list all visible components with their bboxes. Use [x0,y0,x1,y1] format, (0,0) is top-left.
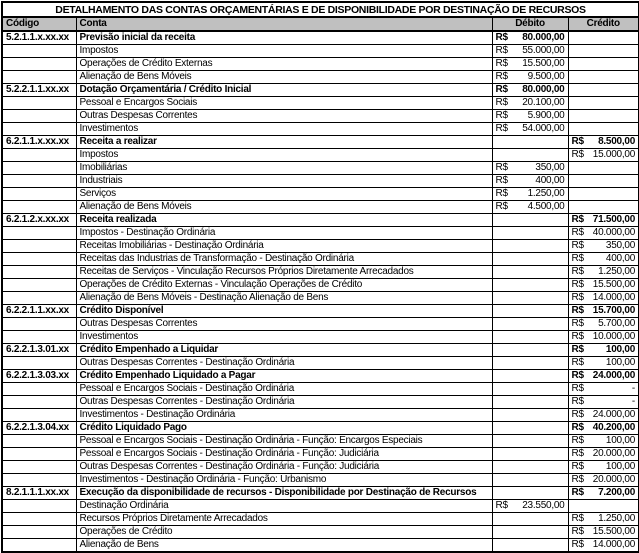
code-cell [2,474,76,487]
debit-cell [492,58,568,71]
amount: 1.250,00 [598,513,636,524]
account-cell: Receitas das Industrias de Transformação - Destinação Ordinária [76,253,492,266]
table-row [2,526,639,539]
account-cell: Alienação de Bens [76,539,492,553]
code-cell [2,253,76,266]
currency-symbol: R$ [571,357,584,368]
debit-cell [492,266,568,279]
currency-symbol: R$ [571,396,584,407]
amount: 80.000,00 [522,84,565,95]
code-cell [2,526,76,539]
debit-cell [492,162,568,175]
currency-symbol: R$ [495,84,508,95]
account-cell: Recursos Próprios Diretamente Arrecadados [76,513,492,526]
debit-cell [492,201,568,214]
debit-cell [492,149,568,162]
column-header-credito: Crédito [568,17,639,31]
amount: 15.500,00 [592,526,636,537]
credit-cell [568,305,639,318]
account-cell: Crédito Disponível [76,305,492,318]
currency-symbol: R$ [495,45,508,56]
code-cell [2,162,76,175]
account-cell: Dotação Orçamentária / Crédito Inicial [76,84,492,97]
account-cell: Investimentos - Destinação Ordinária [76,409,492,422]
currency-symbol: R$ [571,344,584,355]
currency-symbol: R$ [571,487,584,498]
credit-cell [568,292,639,305]
currency-symbol: R$ [571,448,584,459]
amount: 15.700,00 [592,305,636,316]
debit-cell [492,279,568,292]
credit-cell [568,331,639,344]
amount: 15.000,00 [592,149,636,160]
debit-cell [492,188,568,201]
debit-cell [492,435,568,448]
debit-cell [492,240,568,253]
credit-cell [568,45,639,58]
credit-cell [568,110,639,123]
table-row [2,448,639,461]
debit-cell [492,71,568,84]
amount: 55.000,00 [522,45,565,56]
currency-symbol: R$ [571,292,584,303]
account-cell: Crédito Liquidado Pago [76,422,492,435]
table-row [2,175,639,188]
amount: 20.000,00 [592,448,636,459]
credit-cell [568,253,639,266]
table-row [2,396,639,409]
code-cell [2,448,76,461]
table-row [2,201,639,214]
currency-symbol: R$ [571,214,584,225]
debit-cell [492,136,568,149]
table-row [2,292,639,305]
credit-cell [568,526,639,539]
code-cell [2,201,76,214]
account-cell: Previsão inicial da receita [76,31,492,45]
debit-cell [492,422,568,435]
code-cell: 5.2.2.1.1.xx.xx [2,84,76,97]
amount: 80.000,00 [522,32,565,43]
debit-cell [492,383,568,396]
code-cell: 6.2.2.1.1.xx.xx [2,305,76,318]
currency-symbol: R$ [495,162,508,173]
budget-accounts-report [0,1,639,549]
code-cell: 6.2.2.1.3.04.xx [2,422,76,435]
credit-cell [568,448,639,461]
credit-cell [568,227,639,240]
credit-cell [568,357,639,370]
debit-cell [492,357,568,370]
amount: 14.000,00 [592,292,636,303]
table-row [2,227,639,240]
table-row [2,461,639,474]
debit-cell [492,45,568,58]
amount: 8.500,00 [598,136,636,147]
debit-cell [492,474,568,487]
debit-cell [492,409,568,422]
amount: 5.900,00 [527,110,565,121]
credit-cell [568,370,639,383]
credit-cell [568,318,639,331]
currency-symbol: R$ [571,461,584,472]
account-cell: Execução da disponibilidade de recursos - Disponibilidade por Destinação de Recursos [76,487,492,500]
table-body [2,31,639,552]
table-row [2,370,639,383]
amount: 40.200,00 [592,422,636,433]
account-cell: Receita a realizar [76,136,492,149]
code-cell [2,279,76,292]
credit-cell [568,84,639,97]
table-row [2,45,639,58]
table-row [2,71,639,84]
debit-cell [492,344,568,357]
code-cell [2,123,76,136]
amount: 5.700,00 [598,318,636,329]
account-cell: Pessoal e Encargos Sociais - Destinação Ordinária - Função: Judiciária [76,448,492,461]
account-cell: Outras Despesas Correntes [76,110,492,123]
amount: 350,00 [605,240,636,251]
account-cell: Operações de Crédito [76,526,492,539]
code-cell [2,97,76,110]
credit-cell [568,136,639,149]
code-cell [2,500,76,513]
table-row [2,240,639,253]
account-cell: Impostos [76,45,492,58]
amount: 100,00 [605,461,636,472]
debit-cell [492,97,568,110]
account-cell: Investimentos [76,123,492,136]
credit-cell [568,97,639,110]
credit-cell [568,539,639,553]
account-cell: Alienação de Bens Móveis - Destinação Alienação de Bens [76,292,492,305]
code-cell [2,266,76,279]
account-cell: Alienação de Bens Móveis [76,201,492,214]
currency-symbol: R$ [571,136,584,147]
table-row [2,539,639,553]
debit-cell [492,513,568,526]
amount: 15.500,00 [592,279,636,290]
debit-cell [492,292,568,305]
amount: - [631,396,636,407]
header-row [2,17,639,31]
amount: 4.500,00 [527,201,565,212]
credit-cell [568,71,639,84]
credit-cell [568,149,639,162]
account-cell: Outras Despesas Correntes - Destinação Ordinária [76,396,492,409]
currency-symbol: R$ [495,97,508,108]
code-cell: 8.2.1.1.1.xx.xx [2,487,76,500]
debit-cell [492,305,568,318]
currency-symbol: R$ [495,58,508,69]
debit-cell [492,31,568,45]
code-cell [2,292,76,305]
currency-symbol: R$ [571,240,584,251]
table-row [2,214,639,227]
currency-symbol: R$ [495,175,508,186]
code-cell [2,409,76,422]
currency-symbol: R$ [495,32,508,43]
currency-symbol: R$ [571,318,584,329]
amount: 10.000,00 [592,331,636,342]
account-cell: Destinação Ordinária [76,500,492,513]
account-cell: Imobiliárias [76,162,492,175]
credit-cell [568,383,639,396]
amount: 20.100,00 [522,97,565,108]
credit-cell [568,422,639,435]
debit-cell [492,253,568,266]
account-cell: Outras Despesas Correntes - Destinação Ordinária [76,357,492,370]
debit-cell [492,214,568,227]
credit-cell [568,461,639,474]
account-cell: Industriais [76,175,492,188]
amount: 20.000,00 [592,474,636,485]
currency-symbol: R$ [495,123,508,134]
code-cell [2,110,76,123]
currency-symbol: R$ [571,253,584,264]
amount: 400,00 [605,253,636,264]
debit-cell [492,318,568,331]
currency-symbol: R$ [495,500,508,511]
code-cell [2,188,76,201]
credit-cell [568,123,639,136]
credit-cell [568,409,639,422]
account-cell: Serviços [76,188,492,201]
currency-symbol: R$ [571,331,584,342]
credit-cell [568,396,639,409]
currency-symbol: R$ [571,513,584,524]
amount: 24.000,00 [592,409,636,420]
credit-cell [568,31,639,45]
code-cell [2,45,76,58]
amount: 40.000,00 [592,227,636,238]
account-cell: Operações de Crédito Externas - Vinculação Operações de Crédito [76,279,492,292]
account-cell: Receitas de Serviços - Vinculação Recursos Próprios Diretamente Arrecadados [76,266,492,279]
account-cell: Crédito Empenhado Liquidado a Pagar [76,370,492,383]
debit-cell [492,539,568,553]
column-header-codigo: Código [2,17,76,31]
credit-cell [568,266,639,279]
account-cell: Pessoal e Encargos Sociais [76,97,492,110]
table-row [2,97,639,110]
amount: 15.500,00 [522,58,565,69]
currency-symbol: R$ [571,279,584,290]
amount: 1.250,00 [527,188,565,199]
credit-cell [568,344,639,357]
account-cell: Receita realizada [76,214,492,227]
code-cell: 6.2.1.1.x.xx.xx [2,136,76,149]
code-cell [2,149,76,162]
table-row [2,409,639,422]
account-cell: Outras Despesas Correntes [76,318,492,331]
accounts-table [1,1,639,553]
table-row [2,500,639,513]
currency-symbol: R$ [571,149,584,160]
table-title: DETALHAMENTO DAS CONTAS ORÇAMENTÁRIAS E DE DISPONIBILIDADE POR DESTINAÇÃO DE RECURSOS [2,2,639,17]
table-row [2,487,639,500]
account-cell: Outras Despesas Correntes - Destinação Ordinária - Função: Judiciária [76,461,492,474]
code-cell [2,331,76,344]
currency-symbol: R$ [571,305,584,316]
credit-cell [568,58,639,71]
account-cell: Investimentos - Destinação Ordinária - Função: Urbanismo [76,474,492,487]
account-cell: Operações de Crédito Externas [76,58,492,71]
credit-cell [568,435,639,448]
credit-cell [568,513,639,526]
debit-cell [492,396,568,409]
amount: 100,00 [605,344,636,355]
credit-cell [568,162,639,175]
account-cell: Pessoal e Encargos Sociais - Destinação Ordinária - Função: Encargos Especiais [76,435,492,448]
code-cell [2,318,76,331]
currency-symbol: R$ [571,227,584,238]
currency-symbol: R$ [571,539,584,550]
credit-cell [568,500,639,513]
account-cell: Crédito Empenhado a Liquidar [76,344,492,357]
amount: 23.550,00 [522,500,565,511]
title-row [2,2,639,17]
amount: - [631,383,636,394]
amount: 7.200,00 [598,487,636,498]
table-row [2,513,639,526]
debit-cell [492,461,568,474]
amount: 9.500,00 [527,71,565,82]
table-row [2,123,639,136]
code-cell [2,435,76,448]
currency-symbol: R$ [571,474,584,485]
code-cell [2,71,76,84]
code-cell [2,513,76,526]
amount: 54.000,00 [522,123,565,134]
account-cell: Impostos - Destinação Ordinária [76,227,492,240]
code-cell [2,227,76,240]
code-cell [2,396,76,409]
column-header-conta: Conta [76,17,492,31]
account-cell: Impostos [76,149,492,162]
credit-cell [568,474,639,487]
debit-cell [492,487,568,500]
debit-cell [492,175,568,188]
amount: 1.250,00 [598,266,636,277]
code-cell [2,357,76,370]
debit-cell [492,227,568,240]
debit-cell [492,123,568,136]
credit-cell [568,201,639,214]
currency-symbol: R$ [571,526,584,537]
table-row [2,58,639,71]
code-cell [2,383,76,396]
table-row [2,149,639,162]
currency-symbol: R$ [495,110,508,121]
debit-cell [492,370,568,383]
table-row [2,279,639,292]
currency-symbol: R$ [495,188,508,199]
debit-cell [492,448,568,461]
code-cell: 6.2.2.1.3.03.xx [2,370,76,383]
table-row [2,162,639,175]
account-cell: Alienação de Bens Móveis [76,71,492,84]
table-row [2,188,639,201]
column-header-debito: Débito [492,17,568,31]
credit-cell [568,487,639,500]
currency-symbol: R$ [571,266,584,277]
code-cell: 6.2.2.1.3.01.xx [2,344,76,357]
currency-symbol: R$ [571,383,584,394]
table-row [2,31,639,45]
table-row [2,110,639,123]
account-cell: Receitas Imobiliárias - Destinação Ordinária [76,240,492,253]
currency-symbol: R$ [495,201,508,212]
credit-cell [568,214,639,227]
code-cell [2,461,76,474]
debit-cell [492,500,568,513]
code-cell: 5.2.1.1.x.xx.xx [2,31,76,45]
table-row [2,383,639,396]
currency-symbol: R$ [571,409,584,420]
amount: 100,00 [605,435,636,446]
table-row [2,357,639,370]
account-cell: Pessoal e Encargos Sociais - Destinação Ordinária [76,383,492,396]
table-row [2,474,639,487]
table-row [2,318,639,331]
amount: 350,00 [535,162,565,173]
debit-cell [492,331,568,344]
amount: 14.000,00 [592,539,636,550]
amount: 24.000,00 [592,370,636,381]
code-cell [2,58,76,71]
debit-cell [492,526,568,539]
table-row [2,305,639,318]
currency-symbol: R$ [571,435,584,446]
debit-cell [492,84,568,97]
code-cell [2,175,76,188]
credit-cell [568,279,639,292]
currency-symbol: R$ [571,422,584,433]
table-row [2,84,639,97]
code-cell [2,539,76,553]
table-row [2,253,639,266]
credit-cell [568,240,639,253]
code-cell [2,240,76,253]
currency-symbol: R$ [571,370,584,381]
account-cell: Investimentos [76,331,492,344]
table-row [2,331,639,344]
table-row [2,136,639,149]
currency-symbol: R$ [495,71,508,82]
amount: 400,00 [535,175,565,186]
amount: 100,00 [605,357,636,368]
credit-cell [568,188,639,201]
table-row [2,266,639,279]
amount: 71.500,00 [592,214,636,225]
table-row [2,422,639,435]
table-row [2,435,639,448]
table-row [2,344,639,357]
credit-cell [568,175,639,188]
debit-cell [492,110,568,123]
code-cell: 6.2.1.2.x.xx.xx [2,214,76,227]
